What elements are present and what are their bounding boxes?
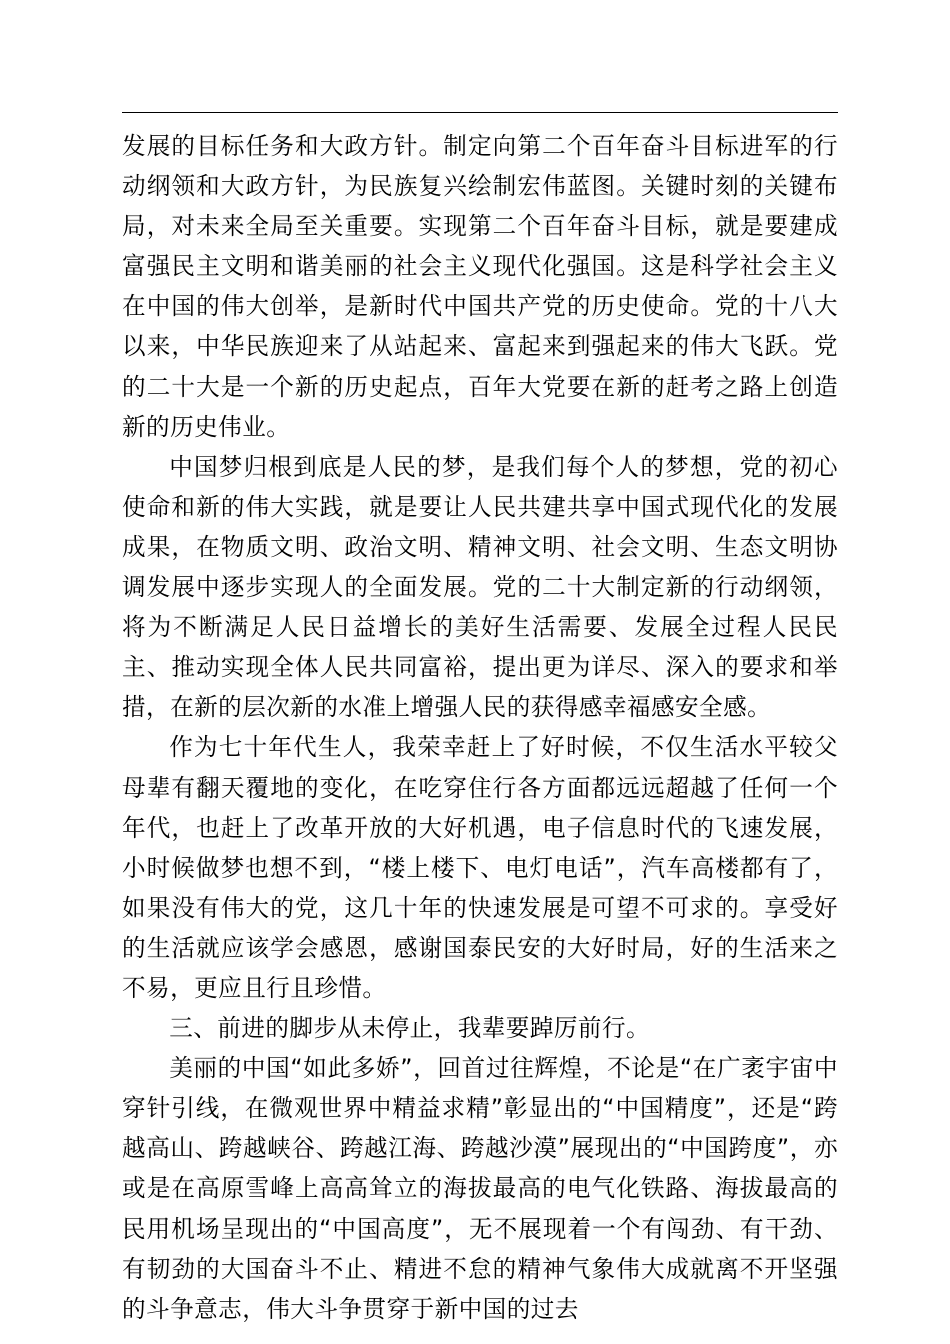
header-rule xyxy=(122,112,838,113)
paragraph-4: 美丽的中国“如此多娇”，回首过往辉煌，不论是“在广袤宇宙中穿针引线，在微观世界中精益求精”彰显出的“中国精度”，还是“跨越高山、跨越峡谷、跨越江海、跨越沙漠”展现出的“中国跨度”，亦或是在高原雪峰上高高耸立的海拔最高的电气化铁路、海拔最高的民用机场呈现出的“中国高度”，无不展现着一个有闯劲、有干劲、有韧劲的大国奋斗不止、精进不怠的精神气象伟大成就离不开坚强的斗争意志，伟大斗争贯穿于新中国的过去 xyxy=(122,1054,838,1323)
paragraph-1: 发展的目标任务和大政方针。制定向第二个百年奋斗目标进军的行动纲领和大政方针，为民族复兴绘制宏伟蓝图。关键时刻的关键布局，对未来全局至关重要。实现第二个百年奋斗目标，就是要建成富强民主文明和谐美丽的社会主义现代化强国。这是科学社会主义在中国的伟大创举，是新时代中国共产党的历史使命。党的十八大以来，中华民族迎来了从站起来、富起来到强起来的伟大飞跃。党的二十大是一个新的历史起点，百年大党要在新的赶考之路上创造新的历史伟业。 xyxy=(122,132,838,441)
paragraph-3: 作为七十年代生人，我荣幸赶上了好时候，不仅生活水平较父母辈有翻天覆地的变化，在吃穿住行各方面都远远超越了任何一个年代，也赶上了改革开放的大好机遇，电子信息时代的飞速发展，小时候做梦也想不到，“楼上楼下、电灯电话”，汽车高楼都有了，如果没有伟大的党，这几十年的快速发展是可望不可求的。享受好的生活就应该学会感恩，感谢国泰民安的大好时局，好的生活来之不易，更应且行且珍惜。 xyxy=(122,733,838,1002)
body-text xyxy=(122,126,838,1329)
paragraph-2: 中国梦归根到底是人民的梦，是我们每个人的梦想，党的初心使命和新的伟大实践，就是要让人民共建共享中国式现代化的发展成果，在物质文明、政治文明、精神文明、社会文明、生态文明协调发展中逐步实现人的全面发展。党的二十大制定新的行动纲领，将为不断满足人民日益增长的美好生活需要、发展全过程人民民主、推动实现全体人民共同富裕，提出更为详尽、深入的要求和举措，在新的层次新的水准上增强人民的获得感幸福感安全感。 xyxy=(122,452,838,722)
section-heading: 三、前进的脚步从未停止，我辈要踔厉前行。 xyxy=(169,1014,651,1043)
